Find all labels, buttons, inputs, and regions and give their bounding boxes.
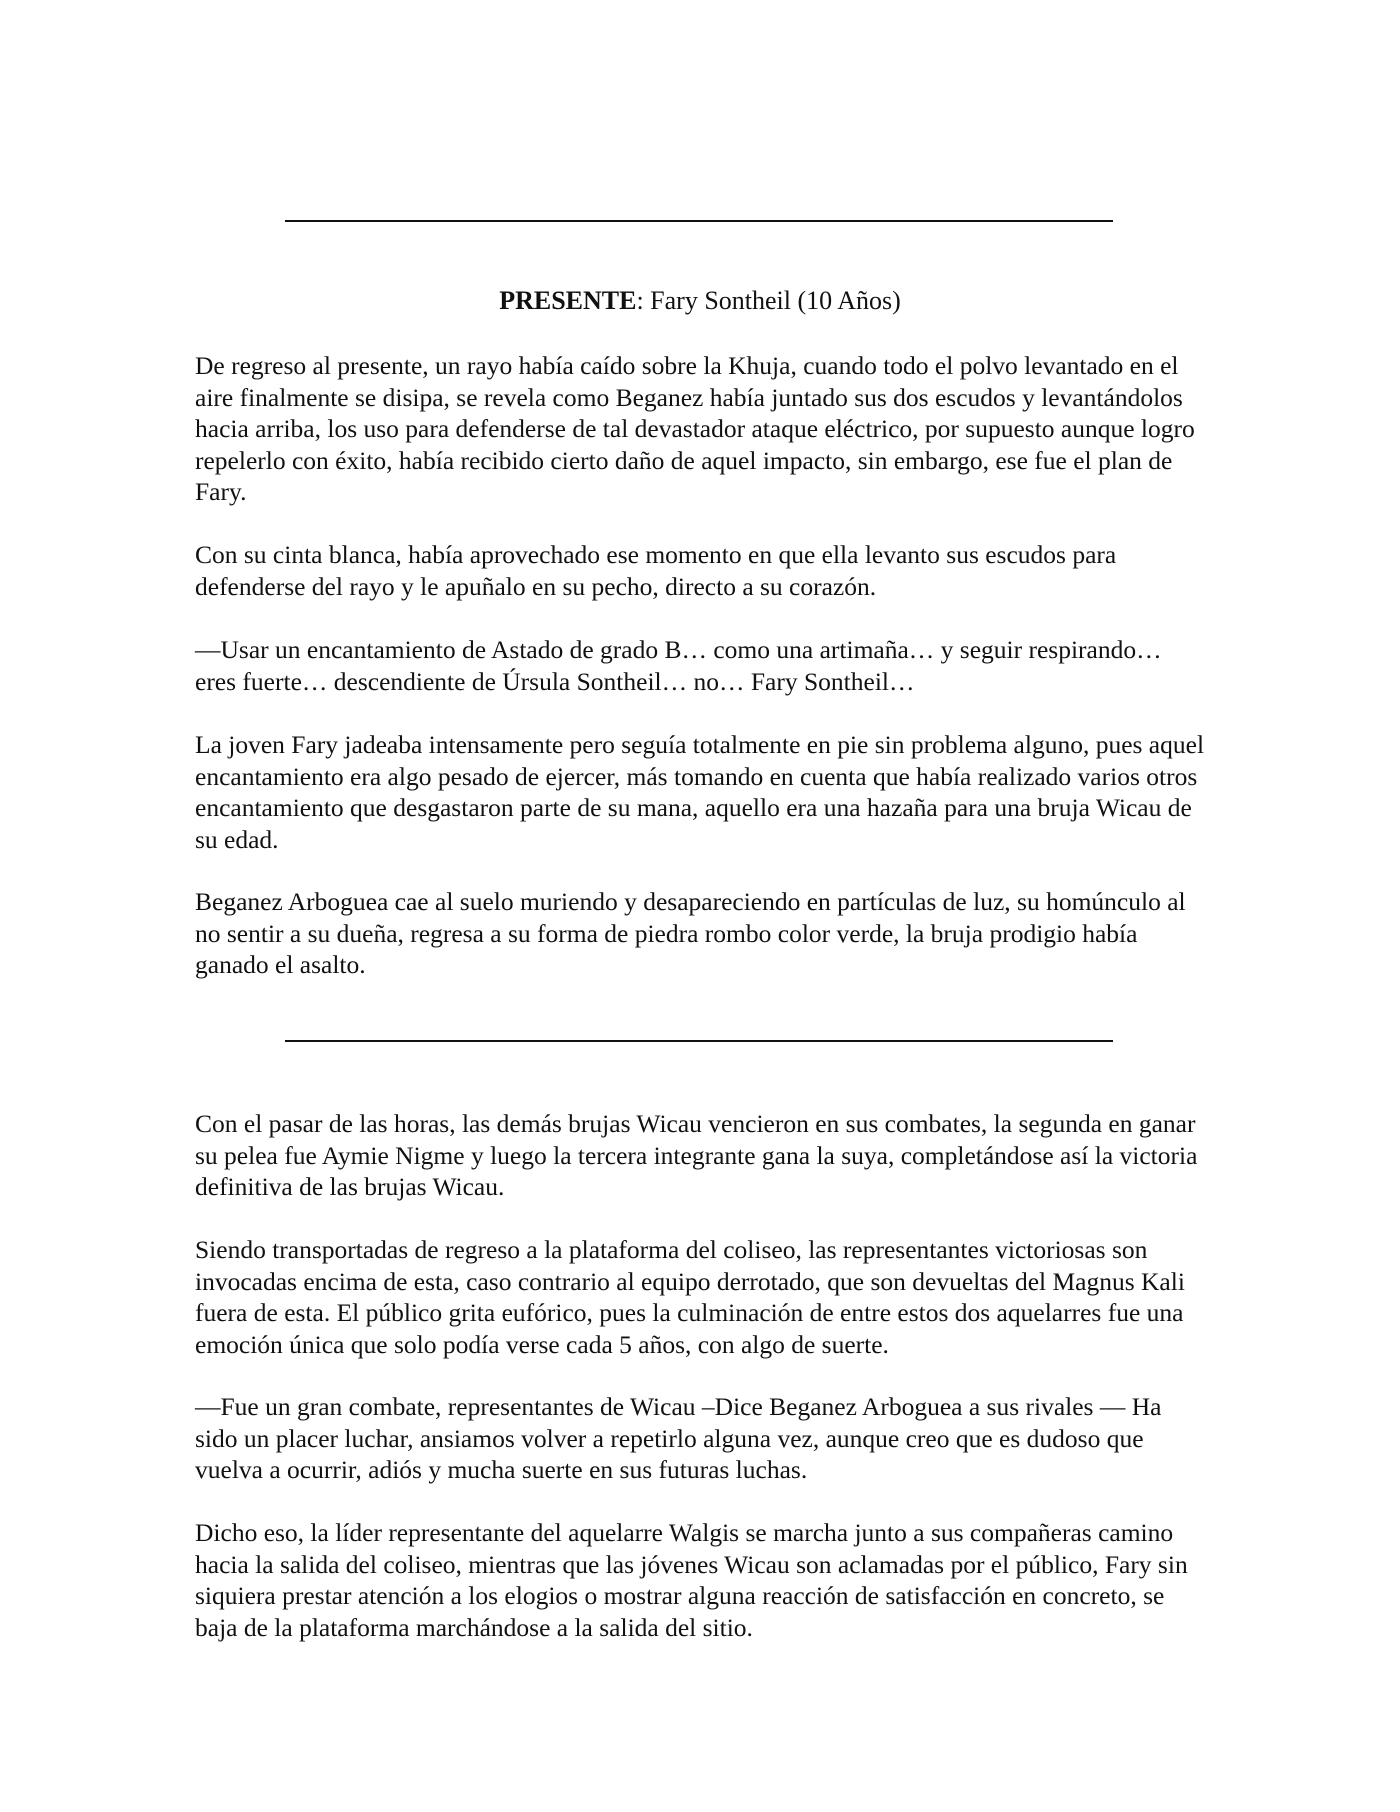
paragraph: Dicho eso, la líder representante del aquelarre Walgis se marcha junto a sus compañeras camino hacia la salida del coliseo, mientras que las jóvenes Wicau son aclamadas por el público, Fary sin siquiera prestar atención a los elogios o mostrar alguna reacción de satisfacción en concreto, se baja de la plataforma marchándose a la salida del sitio. bbox=[195, 1518, 1188, 1642]
paragraph: La joven Fary jadeaba intensamente pero seguía totalmente en pie sin problema alguno, pues aquel encantamiento era algo pesado de ejercer, más tomando en cuenta que había realizado varios otros encantamiento que desgastaron parte de su mana, aquello era una hazaña para una bruja Wicau de su edad. bbox=[195, 730, 1205, 854]
heading-label: PRESENTE bbox=[499, 286, 637, 315]
heading-text: : Fary Sontheil (10 Años) bbox=[636, 286, 901, 315]
section-divider-middle bbox=[285, 1040, 1113, 1042]
paragraph: —Usar un encantamiento de Astado de grado B… como una artimaña… y seguir respirando… eres fuerte… descendiente de Úrsula Sontheil… no… Fary Sontheil… bbox=[195, 635, 1162, 696]
section-divider-top bbox=[285, 220, 1113, 222]
paragraph: Con su cinta blanca, había aprovechado ese momento en que ella levanto sus escudos para defenderse del rayo y le apuñalo en su pecho, directo a su corazón. bbox=[195, 540, 1117, 601]
paragraph: Siendo transportadas de regreso a la plataforma del coliseo, las representantes victoriosas son invocadas encima de esta, caso contrario al equipo derrotado, que son devueltas del Magnus Kali fuera de esta. El público grita eufórico, pues la culminación de entre estos dos aquelarres fue una emoción única que solo podía verse cada 5 años, con algo de suerte. bbox=[195, 1235, 1185, 1359]
paragraph: Beganez Arboguea cae al suelo muriendo y desapareciendo en partículas de luz, su homúnculo al no sentir a su dueña, regresa a su forma de piedra rombo color verde, la bruja prodigio había ganado el asalto. bbox=[195, 887, 1186, 979]
section-heading bbox=[195, 285, 1205, 317]
paragraph: Con el pasar de las horas, las demás brujas Wicau vencieron en sus combates, la segunda en ganar su pelea fue Aymie Nigme y luego la tercera integrante gana la suya, completándose así la victoria definitiva de las brujas Wicau. bbox=[195, 1109, 1198, 1201]
paragraph: De regreso al presente, un rayo había caído sobre la Khuja, cuando todo el polvo levantado en el aire finalmente se disipa, se revela como Beganez había juntado sus dos escudos y levantándolos hacia arriba, los uso para defenderse de tal devastador ataque eléctrico, por supuesto aunque logro repelerlo con éxito, había recibido cierto daño de aquel impacto, sin embargo, ese fue el plan de Fary. bbox=[195, 351, 1195, 506]
paragraph: —Fue un gran combate, representantes de Wicau –Dice Beganez Arboguea a sus rivales — Ha sido un placer luchar, ansiamos volver a repetirlo alguna vez, aunque creo que es dudoso que vuelva a ocurrir, adiós y mucha suerte en sus futuras luchas. bbox=[195, 1392, 1162, 1484]
